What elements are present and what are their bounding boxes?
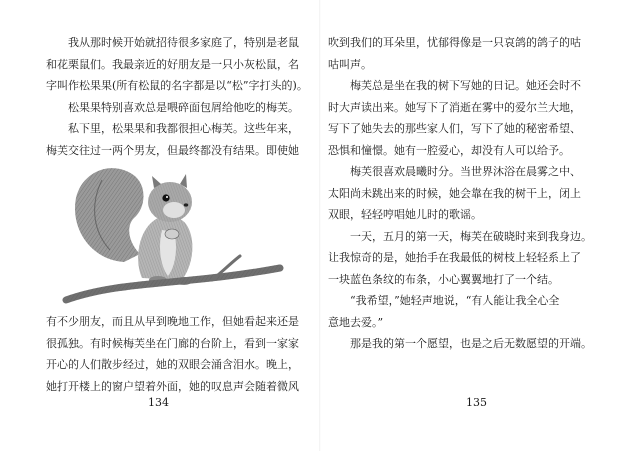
text-line: “我希望，”她轻声地说，“有人能让我全心全 bbox=[328, 294, 560, 307]
text-line: 梅芙总是坐在我的树下写她的日记。她还会时不 bbox=[328, 79, 581, 92]
text-line: 字叫作松果果(所有松鼠的名字都是以“松”字打头的)。 bbox=[46, 79, 308, 92]
text-line: 让我惊奇的是，她抬手在我最低的树枝上轻轻系上了 bbox=[328, 251, 581, 264]
text-line: 开心的人们散步经过，她的双眼会涌含泪水。晚上， bbox=[46, 358, 299, 371]
text-line: 恐惧和憧憬。她有一腔爱心，却没有人可以给予。 bbox=[328, 143, 570, 157]
text-line: 意地去爱。” bbox=[328, 315, 384, 329]
page-number: 135 bbox=[466, 396, 487, 409]
left-page-bottom-text bbox=[46, 311, 299, 397]
text-line: 那是我的第一个愿望，也是之后无数愿望的开端。 bbox=[328, 337, 592, 350]
page-number: 134 bbox=[148, 396, 169, 409]
text-line: 有不少朋友，而且从早到晚地工作，但她看起来还是 bbox=[46, 315, 299, 328]
text-line: 梅芙交往过一两个男友，但最终都没有结果。即使她 bbox=[46, 143, 299, 157]
text-line: 时大声读出来。她写下了消逝在雾中的爱尔兰大地， bbox=[328, 100, 581, 114]
text-line: 我从那时候开始就招待很多家庭了，特别是老鼠 bbox=[46, 36, 299, 49]
right-page bbox=[320, 0, 640, 451]
left-page-top-text bbox=[46, 32, 308, 161]
text-line: 一天，五月的第一天，梅芙在破晓时来到我身边。 bbox=[328, 229, 592, 243]
text-line: 松果果特别喜欢总是喂碎面包屑给他吃的梅芙。 bbox=[46, 100, 299, 114]
text-line: 很孤独。有时候梅芙坐在门廊的台阶上，看到一家家 bbox=[46, 336, 299, 350]
text-line: 太阳尚未跳出来的时候，她会靠在我的树干上，闭上 bbox=[328, 186, 581, 200]
text-line: 写下了她失去的那些家人们，写下了她的秘密希望、 bbox=[328, 122, 581, 135]
text-line: 双眼，轻轻哼唱她儿时的歌谣。 bbox=[328, 208, 482, 221]
text-line: 她打开楼上的窗户望着外面，她的叹息声会随着微风 bbox=[46, 379, 299, 393]
text-line: 私下里，松果果和我都很担心梅芙。这些年来， bbox=[46, 122, 299, 135]
text-line: 咕叫声。 bbox=[328, 57, 372, 71]
text-line: 和花栗鼠们。我最亲近的好朋友是一只小灰松鼠，名 bbox=[46, 57, 299, 71]
text-line: 一块蓝色条纹的布条，小心翼翼地打了一个结。 bbox=[328, 272, 559, 286]
squirrel-illustration bbox=[62, 150, 284, 310]
text-line: 吹到我们的耳朵里，忧郁得像是一只哀鸽的鸽子的咕 bbox=[328, 36, 581, 49]
text-line: 梅芙很喜欢晨曦时分。当世界沐浴在晨雾之中、 bbox=[328, 165, 581, 178]
right-page-text bbox=[328, 32, 590, 355]
